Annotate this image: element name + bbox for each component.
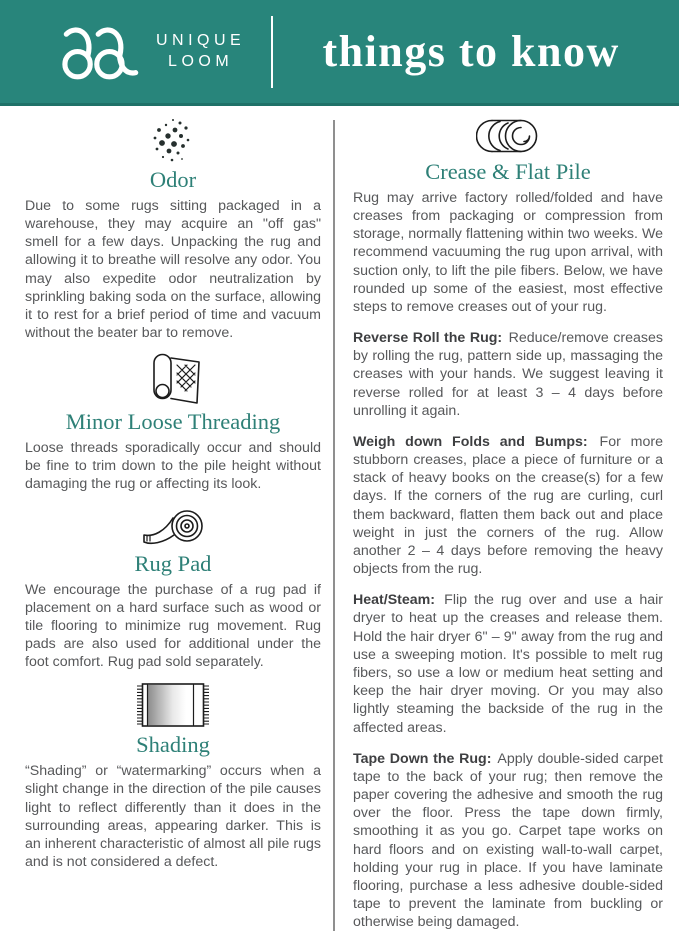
section-body: Loose threads sporadically occur and should be fine to trim down to the pile height without damaging the rug or affecting its look.	[25, 440, 321, 493]
tip-reverse-roll	[353, 329, 663, 420]
tip-text: Apply double-sided carpet tape to the back of your rug; then remove the paper covering the adhesive and smooth the rug over the floor. Press the tape down firmly, smoothing it as you go. Carpet tape works on hard floors and on existing wall-to-wall carpet, holding your rug in place. If you have laminate flooring, purchase a less adhesive double-sided tape to prevent the laminate from buckling or otherwise being damaged.	[353, 750, 663, 931]
section-heading: Odor	[149, 167, 197, 192]
tip-label: Tape Down the Rug:	[353, 750, 492, 767]
section-threading	[25, 353, 321, 493]
unique-loom-logo	[56, 14, 146, 90]
right-column	[335, 106, 663, 931]
section-heading: Crease & Flat Pile	[425, 159, 591, 184]
section-heading: Rug Pad	[134, 550, 212, 576]
tip-weigh-down	[353, 433, 663, 578]
tip-heat-steam	[353, 591, 663, 736]
section-heading: Shading	[136, 732, 210, 758]
section-body: Due to some rugs sitting packaged in a warehouse, they may acquire an "off gas" smell for a few days. Unpacking the rug and allowing it to breathe will resolve any odor. You may also expedite odor neutralization by sprinkling baking soda on the surface, allowing it to rest for a brief period of time and vacuum without the beater bar to remove.	[25, 197, 321, 342]
shaded-rug-icon	[135, 682, 211, 728]
brand-line1: UNIQUE	[156, 31, 246, 49]
section-odor	[25, 117, 321, 342]
tip-text: Reduce/remove creases by rolling the rug, pattern side up, massaging the creases with your hands. We suggest leaving it reverse rolled for at least 3 – 4 days before unrolling it again.	[353, 330, 663, 419]
section-body: We encourage the purchase of a rug pad if placement on a hard surface such as wood or tile flooring to minimize rug movement. Rug pads are also used for additional under the foot comfort. Rug pad sold separately.	[25, 581, 321, 671]
section-crease-flat-pile	[353, 117, 663, 931]
left-column	[25, 106, 321, 931]
section-heading: Minor Loose Threading	[65, 409, 281, 435]
tip-text: For more stubborn creases, place a piece of furniture or a stack of heavy books on the crease(s) for a few days. If the corners of the rug are curling, curl them backward, flatten them back out and place weight in just the corners of the rug. Allow another 2 – 4 days before removing the heavy objects from the rug.	[353, 433, 663, 578]
tip-tape-down	[353, 750, 663, 931]
section-shading	[25, 682, 321, 871]
section-rug-pad	[25, 505, 321, 672]
brand-line2: LOOM	[168, 52, 234, 70]
brand	[56, 14, 245, 90]
brand-name	[156, 31, 245, 73]
section-body: “Shading” or “watermarking” occurs when a slight change in the direction of the pile causes light to reflect differently than it does in the surrounding areas, appearing darker. This is an inherent characteristic of almost all pile rugs and is not considered a defect.	[25, 763, 321, 871]
page-title: things to know	[322, 26, 620, 76]
tip-label: Reverse Roll the Rug:	[353, 330, 503, 347]
odor-dots-icon	[146, 117, 200, 163]
tip-label: Heat/Steam:	[353, 592, 436, 609]
content	[0, 106, 679, 931]
header	[0, 0, 679, 106]
section-intro: Rug may arrive factory rolled/folded and have creases from packaging or compression from storage, normally flattening within two weeks. We recommend vacuuming the rug upon arrival, with suction only, to lift the pile fibers. Below, we have rounded up some of the easiest, most effective steps to remove creases out of your rug.	[353, 189, 663, 315]
rug-pad-roll-icon	[141, 505, 205, 547]
rolled-rug-crosshatch-icon	[142, 353, 204, 405]
rolled-rug-crease-icon	[476, 117, 540, 155]
tip-text: Flip the rug over and use a hair dryer to heat up the creases and release them. Hold the hair dryer 6" – 9" away from the rug and use a sweeping motion. It's possible to melt rug fibers, so use a low or medium heat setting and keep the hair dryer moving. Or you may also lightly steaming the backside of the rug in the affected areas.	[353, 592, 663, 736]
tip-label: Weigh down Folds and Bumps:	[353, 433, 588, 450]
